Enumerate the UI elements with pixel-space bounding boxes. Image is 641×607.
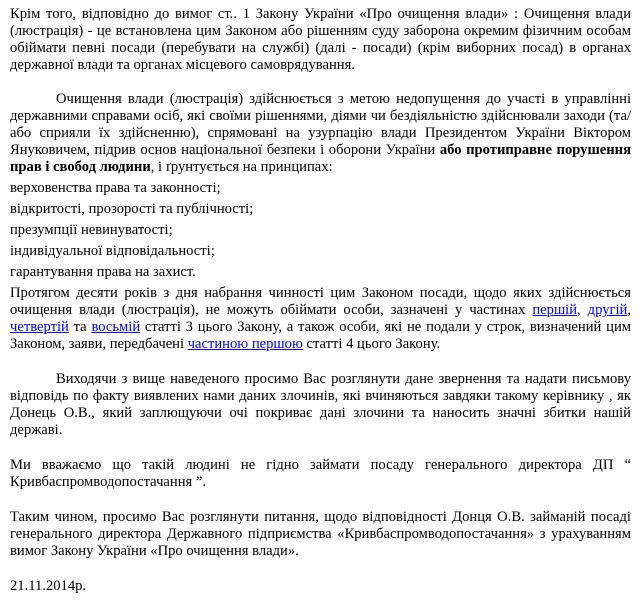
lustration-paragraph bbox=[10, 91, 631, 176]
principle-item: відкритості, прозорості та публічності; bbox=[10, 201, 254, 217]
principles-list bbox=[10, 180, 631, 281]
link-part-second[interactable]: другій bbox=[587, 302, 628, 318]
document-date: 21.11.2014р. bbox=[10, 578, 87, 594]
ten-years-text-3: статті 4 цього Закону. bbox=[302, 336, 441, 352]
lustration-bold-text: або протиправне порушення прав і свобод людини bbox=[10, 142, 631, 175]
principle-item: верховенства права та законності; bbox=[10, 180, 221, 196]
document-page bbox=[10, 4, 631, 595]
ten-years-text-1: Протягом десяти років з дня набрання чинності цим Законом посади, щодо яких здійснюється очищення влади (люстрація), не можуть обіймати особи, зазначені у частинах bbox=[10, 285, 631, 318]
lustration-text-before: Очищення влади (люстрація) здійснюється з метою недопущення до участі в управлінні державними справами осіб, які своїми рішеннями, діями чи бездіяльністю здійснювали заходи (та/або сприяли їх здійсненню), спрямовані на узурпацію влади Президентом України Віктором Януковичем, підрив основ національної безпеки і оборони України bbox=[10, 91, 631, 158]
link-part-fourth[interactable]: четвертій bbox=[10, 319, 69, 335]
principle-item: індивідуальної відповідальності; bbox=[10, 243, 215, 259]
intro-paragraph: Крім того, відповідно до вимог ст.. 1 Закону України «Про очищення влади» : Очищення влади (люстрація) - це встановлена цим Законом або рішенням суду заборона окремим фізичним особам обіймати певні посади (перебувати на службі) (далі - посади) (крім виборних посад) в органах державної влади та органах місцевого самоврядування. bbox=[10, 6, 631, 73]
link-part-eighth[interactable]: восьмій bbox=[91, 319, 141, 335]
ten-years-sep: , bbox=[627, 302, 632, 318]
ten-years-sep: , bbox=[577, 302, 588, 318]
principle-item: презумпції невинуватості; bbox=[10, 222, 173, 238]
ten-years-sep: та bbox=[68, 319, 92, 335]
ten-years-text-2: статті 3 цього Закону, а також особи, які не подали у строк, визначений цим Законом, заяви, передбачені bbox=[10, 319, 631, 352]
link-part-one[interactable]: частиною першою bbox=[187, 336, 303, 352]
link-part-first[interactable]: першій bbox=[532, 302, 578, 318]
request-paragraph: Виходячи з вище наведеного просимо Вас розглянути дане звернення та надати письмову відповідь по факту виявлених нами даних злочинів, які вчиняються завдяки такому керівнику , як Донець О.В., який заплющуючи очі покриває дані злочини та наносить значні збитки нашій державі. bbox=[10, 371, 631, 438]
principle-item: гарантування права на захист. bbox=[10, 264, 196, 280]
ten-years-paragraph bbox=[10, 285, 631, 353]
conclusion-paragraph: Таким чином, просимо Вас розглянути питання, щодо відповідності Донця О.В. займаній посаді генерального директора Державного підприємства «Кривбаспромводопостачання» з урахуванням вимог Закону України «Про очищення влади». bbox=[10, 509, 631, 559]
lustration-text-after: , і ґрунтується на принципах: bbox=[150, 159, 333, 175]
opinion-paragraph: Ми вважаємо що такій людині не гідно займати посаду генерального директора ДП “ Кривбаспромводопостачання ”. bbox=[10, 457, 631, 490]
